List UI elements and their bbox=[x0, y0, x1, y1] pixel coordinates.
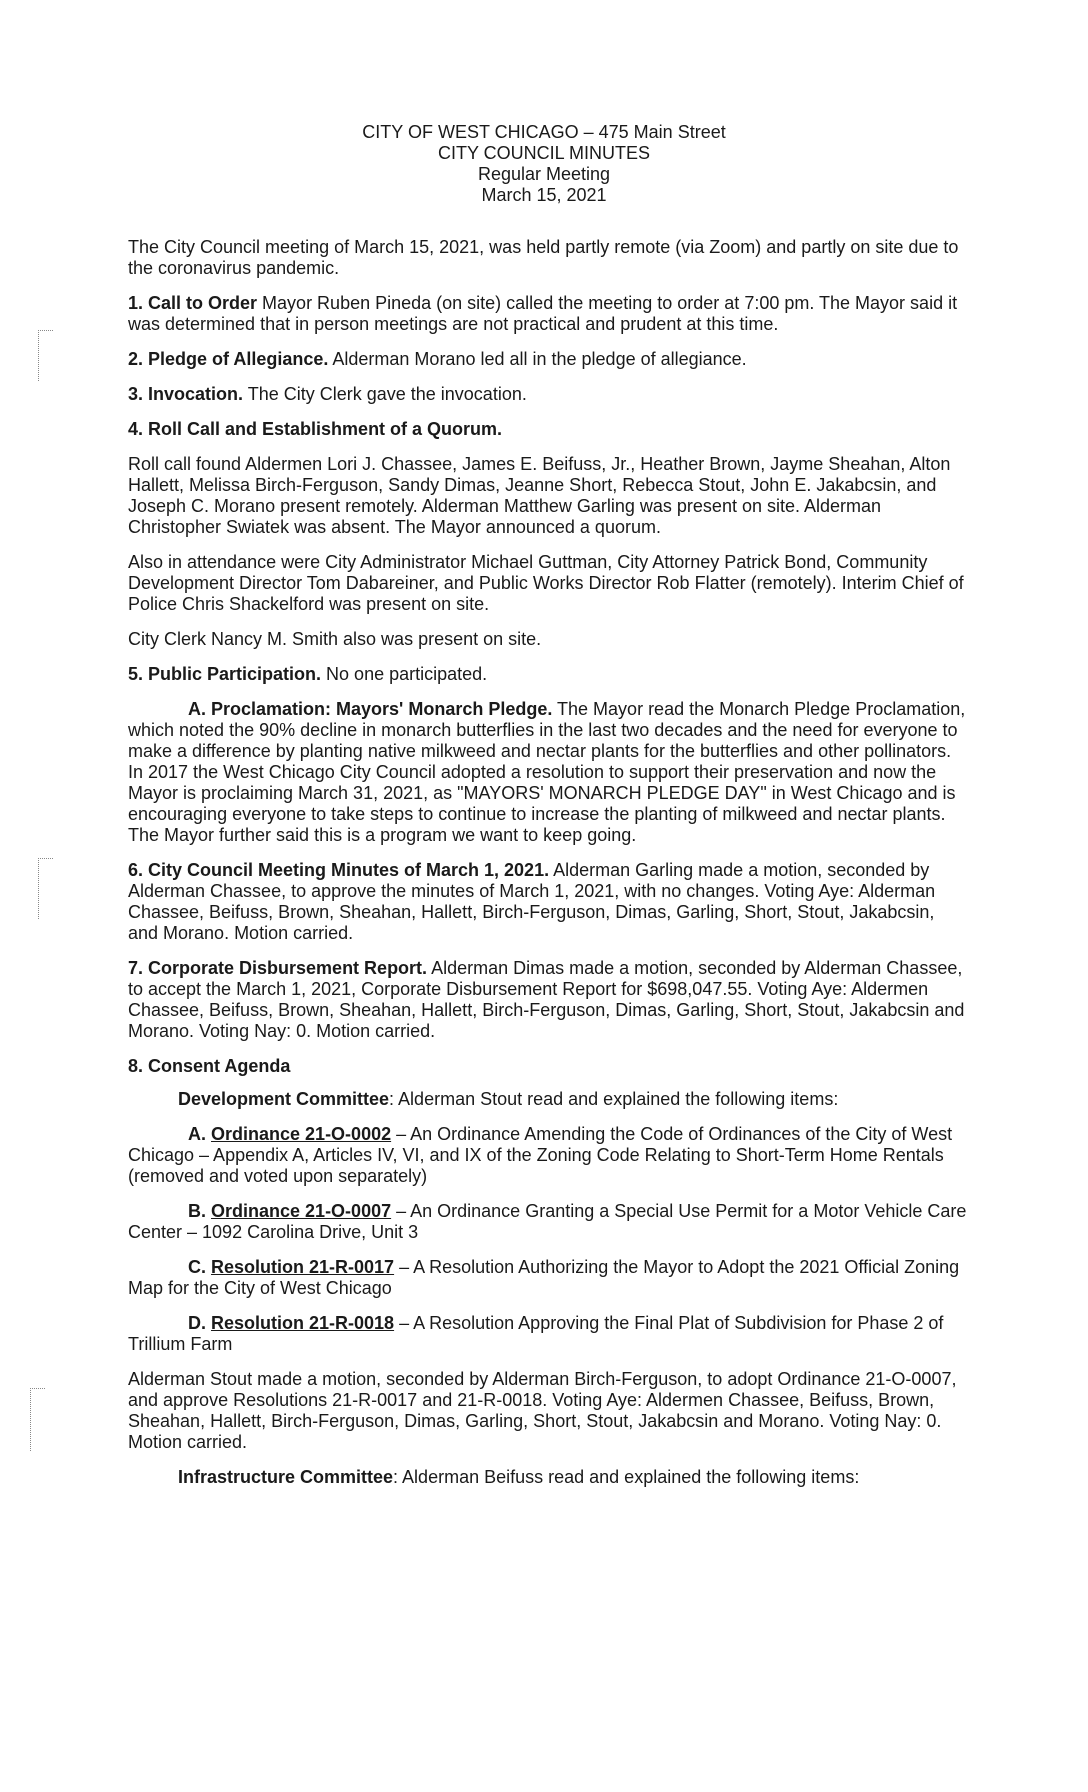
item-letter: D. bbox=[188, 1313, 212, 1333]
section-7-heading: 7. Corporate Disbursement Report. bbox=[128, 958, 428, 978]
roll-call-paragraph: Roll call found Aldermen Lori J. Chassee, James E. Beifuss, Jr., Heather Brown, Jayme Sheahan, Alton Hallett, Melissa Birch-Ferguson, Sandy Dimas, Jeanne Short, Rebecca Stout, John E. Jakabcsin, and Joseph C. Morano present remotely. Alderman Matthew Garling was present on site. Alderman Christopher Swiatek was absent. The Mayor announced a quorum. bbox=[128, 454, 951, 537]
section-4-heading-text: 4. Roll Call and Establishment of a Quorum. bbox=[128, 419, 503, 439]
attendance-paragraph: Also in attendance were City Administrator Michael Guttman, City Attorney Patrick Bond, Community Development Director Tom Dabareiner, and Public Works Director Rob Flatter (remotely). Interim Chief of Police Chris Shackelford was present on site. bbox=[128, 552, 964, 614]
section-7 bbox=[128, 958, 968, 1042]
item-text: – An Ordinance Granting a Special Use Permit for a Motor Vehicle Care Center – 1092 Carolina Drive, Unit 3 bbox=[128, 1201, 967, 1242]
section-7-text: Alderman Dimas made a motion, seconded by Alderman Chassee, to accept the March 1, 2021, Corporate Disbursement Report for $698,047.55. Voting Aye: Aldermen Chassee, Beifuss, Brown, Sheahan, Hallett, Birch-Ferguson, Dimas, Garling, Short, Stout, Jakabcsin and Morano. Voting Nay: 0. Motion carried. bbox=[128, 958, 965, 1041]
section-8-heading-text: 8. Consent Agenda bbox=[128, 1056, 291, 1076]
section-1 bbox=[128, 293, 968, 335]
margin-mark bbox=[38, 330, 53, 381]
item-ref-link: Ordinance 21-O-0007 bbox=[211, 1201, 392, 1221]
section-8-heading bbox=[128, 1056, 968, 1077]
consent-item bbox=[128, 1257, 968, 1299]
item-text: – An Ordinance Amending the Code of Ordinances of the City of West Chicago – Appendix A, Articles IV, VI, and IX of the Zoning Code Relating to Short-Term Home Rentals (removed and voted upon separately) bbox=[128, 1124, 953, 1186]
item-ref-link: Resolution 21-R-0018 bbox=[211, 1313, 395, 1333]
section-1-text: Mayor Ruben Pineda (on site) called the meeting to order at 7:00 pm. The Mayor said it was determined that in person meetings are not practical and prudent at this time. bbox=[128, 293, 958, 334]
consent-item bbox=[128, 1313, 968, 1355]
item-letter: C. bbox=[188, 1257, 212, 1277]
header-line-1: CITY OF WEST CHICAGO – 475 Main Street bbox=[362, 122, 726, 142]
proclamation-text: The Mayor read the Monarch Pledge Proclamation, which noted the 90% decline in monarch butterflies in the last two decades and the need for everyone to make a difference by planting native milkweed and nectar plants for the butterflies and other pollinators. In 2017 the West Chicago City Council adopted a resolution to support their preservation and now the Mayor is proclaiming March 31, 2021, as "MAYORS' MONARCH PLEDGE DAY" in West Chicago and is encouraging everyone to take steps to continue to increase the planting of milkweed and nectar plants. The Mayor further said this is a program we want to keep going. bbox=[128, 699, 966, 845]
infrastructure-committee-text: : Alderman Beifuss read and explained the following items: bbox=[393, 1467, 860, 1487]
section-1-heading: 1. Call to Order bbox=[128, 293, 258, 313]
margin-mark bbox=[38, 858, 53, 919]
item-letter: B. bbox=[188, 1201, 212, 1221]
item-text: – A Resolution Approving the Final Plat of Subdivision for Phase 2 of Trillium Farm bbox=[128, 1313, 944, 1354]
infrastructure-committee-heading: Infrastructure Committee bbox=[178, 1467, 394, 1487]
section-2-text: Alderman Morano led all in the pledge of allegiance. bbox=[328, 349, 747, 369]
section-3-text: The City Clerk gave the invocation. bbox=[243, 384, 527, 404]
proclamation-paragraph bbox=[128, 699, 968, 846]
section-6-text: Alderman Garling made a motion, seconded by Alderman Chassee, to approve the minutes of March 1, 2021, with no changes. Voting Aye: Alderman Chassee, Beifuss, Brown, Sheahan, Hallett, Birch-Ferguson, Dimas, Garling, Short, Stout, Jakabcsin, and Morano. Motion carried. bbox=[128, 860, 936, 943]
section-3 bbox=[128, 384, 968, 405]
proclamation-heading: A. Proclamation: Mayors' Monarch Pledge. bbox=[188, 699, 553, 719]
section-2-heading: 2. Pledge of Allegiance. bbox=[128, 349, 329, 369]
document-header bbox=[0, 122, 1088, 206]
item-letter: A. bbox=[188, 1124, 212, 1144]
section-3-heading: 3. Invocation. bbox=[128, 384, 244, 404]
header-line-4: March 15, 2021 bbox=[481, 185, 607, 205]
consent-item bbox=[128, 1124, 968, 1187]
development-committee-heading: Development Committee bbox=[178, 1089, 390, 1109]
section-6 bbox=[128, 860, 968, 944]
development-committee-text: : Alderman Stout read and explained the following items: bbox=[389, 1089, 839, 1109]
development-committee bbox=[128, 1089, 968, 1110]
margin-mark bbox=[30, 1388, 45, 1451]
header-line-2: CITY COUNCIL MINUTES bbox=[437, 143, 651, 163]
item-ref-link: Ordinance 21-O-0002 bbox=[211, 1124, 392, 1144]
item-ref-link: Resolution 21-R-0017 bbox=[211, 1257, 395, 1277]
section-2 bbox=[128, 349, 968, 370]
intro-paragraph: The City Council meeting of March 15, 2021, was held partly remote (via Zoom) and partly on site due to the coronavirus pandemic. bbox=[128, 237, 959, 278]
section-4-heading bbox=[128, 419, 968, 440]
consent-item bbox=[128, 1201, 968, 1243]
document-body bbox=[128, 237, 968, 1502]
section-5-text: No one participated. bbox=[321, 664, 488, 684]
item-text: – A Resolution Authorizing the Mayor to Adopt the 2021 Official Zoning Map for the City of West Chicago bbox=[128, 1257, 960, 1298]
section-6-heading: 6. City Council Meeting Minutes of March 1, 2021. bbox=[128, 860, 550, 880]
section-5-heading: 5. Public Participation. bbox=[128, 664, 322, 684]
section-5 bbox=[128, 664, 968, 685]
header-line-3: Regular Meeting bbox=[477, 164, 611, 184]
consent-motion-paragraph: Alderman Stout made a motion, seconded by Alderman Birch-Ferguson, to adopt Ordinance 21-O-0007, and approve Resolutions 21-R-0017 and 21-R-0018. Voting Aye: Aldermen Chassee, Beifuss, Brown, Sheahan, Hallett, Birch-Ferguson, Dimas, Garling, Short, Stout, Jakabcsin and Morano. Voting Nay: 0. Motion carried. bbox=[128, 1369, 957, 1452]
clerk-paragraph: City Clerk Nancy M. Smith also was present on site. bbox=[128, 629, 542, 649]
infrastructure-committee bbox=[128, 1467, 968, 1488]
